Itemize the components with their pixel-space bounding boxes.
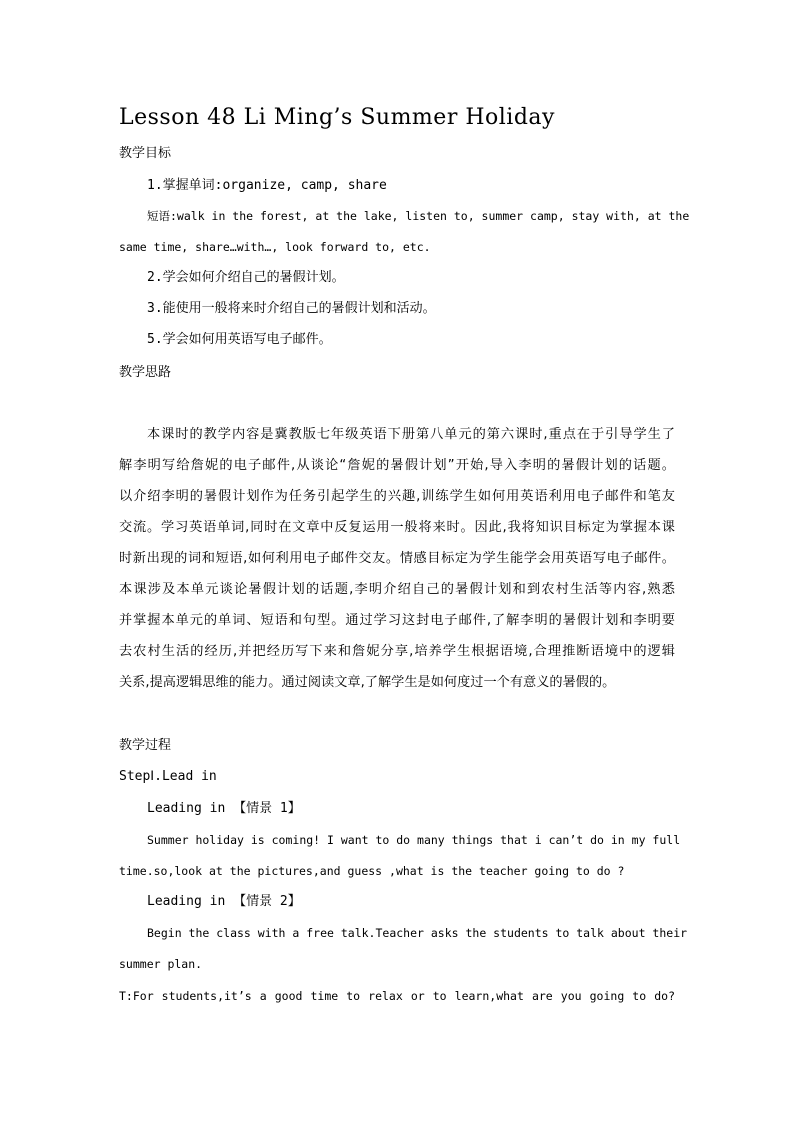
process-heading: 教学过程 (119, 738, 172, 753)
objective-item-5: 5.学会如何用英语写电子邮件。 (147, 332, 332, 347)
leading-in-1: Leading in 【情景 1】 (147, 801, 301, 816)
summer-line-1: Summer holiday is coming! I want to do many things that i can’t do in my full (147, 833, 681, 847)
objective-phrases-line-2: same time, share…with…, look forward to, etc. (119, 240, 431, 254)
approach-heading: 教学思路 (119, 365, 172, 380)
approach-paragraph-line: 本课涉及本单元谈论暑假计划的话题,李明介绍自己的暑假计划和到农村生活等内容,熟悉 (119, 582, 675, 597)
lesson-title: Lesson 48 Li Ming’s Summer Holiday (119, 105, 555, 130)
approach-paragraph-line: 去农村生活的经历,并把经历写下来和詹妮分享,培养学生根据语境,合理推断语境中的逻辑 (119, 644, 675, 659)
approach-paragraph-line: 解李明写给詹妮的电子邮件,从谈论“詹妮的暑假计划”开始,导入李明的暑假计划的话题。 (119, 458, 675, 473)
approach-paragraph-line: 交流。学习英语单词,同时在文章中反复运用一般将来时。因此,我将知识目标定为掌握本课 (119, 520, 675, 535)
objective-item-2: 2.学会如何介绍自己的暑假计划。 (147, 270, 345, 285)
approach-paragraph-line: 时新出现的词和短语,如何利用电子邮件交友。情感目标定为学生能学会用英语写电子邮件。 (119, 551, 675, 566)
objectives-heading: 教学目标 (119, 146, 172, 161)
approach-paragraph-line: 并掌握本单元的单词、短语和句型。通过学习这封电子邮件,了解李明的暑假计划和李明要 (119, 613, 675, 628)
teacher-line: T:For students,it’s a good time to relax or to learn,what are you going to do? (119, 989, 675, 1003)
step-1-heading: StepⅠ.Lead in (119, 769, 217, 784)
summer-line-2: time.so,look at the pictures,and guess ,what is the teacher going to do ? (119, 864, 625, 878)
objective-phrases-line-1: 短语:walk in the forest, at the lake, listen to, summer camp, stay with, at the (147, 209, 690, 223)
begin-line-1: Begin the class with a free talk.Teacher asks the students to talk about their (147, 926, 688, 940)
objective-item-1: 1.掌握单词:organize, camp, share (147, 178, 387, 193)
approach-paragraph-line: 本课时的教学内容是冀教版七年级英语下册第八单元的第六课时,重点在于引导学生了 (147, 427, 675, 442)
objective-item-3: 3.能使用一般将来时介绍自己的暑假计划和活动。 (147, 301, 436, 316)
leading-in-2: Leading in 【情景 2】 (147, 894, 301, 909)
approach-paragraph-line: 关系,提高逻辑思维的能力。通过阅读文章,了解学生是如何度过一个有意义的暑假的。 (119, 675, 616, 690)
approach-paragraph-line: 以介绍李明的暑假计划作为任务引起学生的兴趣,训练学生如何用英语利用电子邮件和笔友 (119, 489, 675, 504)
begin-line-2: summer plan. (119, 957, 203, 971)
